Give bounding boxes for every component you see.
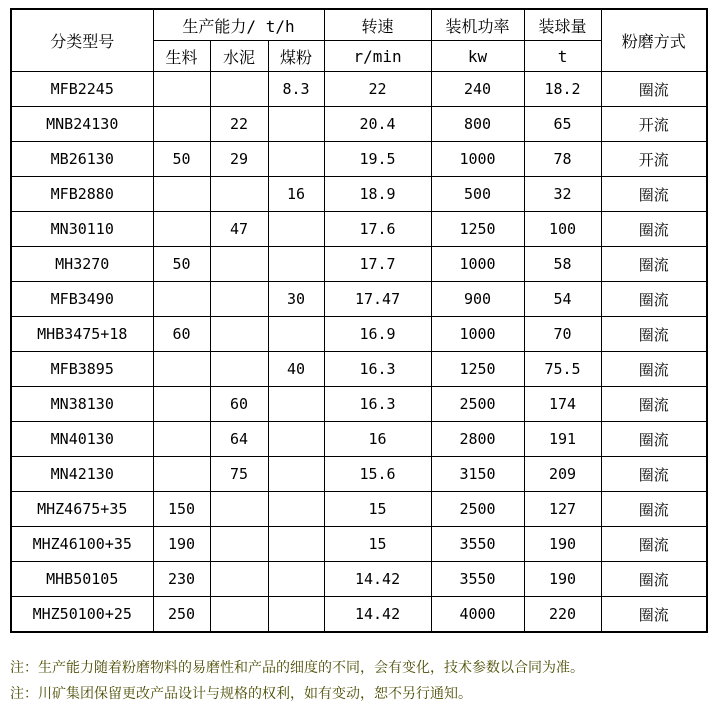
header-speed: 转速 [324,9,431,41]
cell-grinding-method: 圈流 [601,527,707,562]
cell-speed: 16.9 [324,317,431,352]
cell-grinding-method: 圈流 [601,387,707,422]
cell-model: MFB2880 [11,177,153,212]
cell-power: 2800 [431,422,524,457]
cell-coal-powder [268,597,324,633]
header-ball-load: 装球量 [524,9,601,41]
table-row [11,212,707,247]
header-coal-powder: 煤粉 [268,41,324,72]
cell-grinding-method: 圈流 [601,282,707,317]
header-power: 装机功率 [431,9,524,41]
cell-cement: 75 [210,457,268,492]
cell-speed: 17.6 [324,212,431,247]
cell-raw-material [153,352,210,387]
cell-cement [210,352,268,387]
cell-ball-load: 190 [524,527,601,562]
cell-coal-powder [268,422,324,457]
cell-ball-load: 32 [524,177,601,212]
cell-ball-load: 190 [524,562,601,597]
cell-power: 1250 [431,212,524,247]
table-row [11,247,707,282]
cell-raw-material [153,457,210,492]
cell-power: 1250 [431,352,524,387]
cell-ball-load: 78 [524,142,601,177]
cell-raw-material [153,387,210,422]
cell-speed: 14.42 [324,597,431,633]
cell-cement [210,317,268,352]
cell-cement: 64 [210,422,268,457]
cell-raw-material [153,72,210,107]
cell-grinding-method: 圈流 [601,212,707,247]
cell-model: MH3270 [11,247,153,282]
header-model: 分类型号 [11,9,153,72]
cell-speed: 17.47 [324,282,431,317]
cell-cement: 60 [210,387,268,422]
cell-coal-powder [268,457,324,492]
cell-power: 2500 [431,492,524,527]
cell-ball-load: 18.2 [524,72,601,107]
cell-speed: 17.7 [324,247,431,282]
cell-raw-material: 50 [153,142,210,177]
cell-cement: 47 [210,212,268,247]
cell-model: MN40130 [11,422,153,457]
header-raw-material: 生料 [153,41,210,72]
cell-ball-load: 100 [524,212,601,247]
cell-cement: 22 [210,107,268,142]
cell-ball-load: 127 [524,492,601,527]
cell-model: MFB3895 [11,352,153,387]
cell-coal-powder [268,317,324,352]
cell-power: 500 [431,177,524,212]
cell-raw-material: 150 [153,492,210,527]
cell-cement [210,177,268,212]
cell-model: MHZ50100+25 [11,597,153,633]
cell-raw-material: 230 [153,562,210,597]
cell-raw-material: 250 [153,597,210,633]
cell-speed: 15 [324,527,431,562]
cell-coal-powder: 16 [268,177,324,212]
table-row [11,562,707,597]
cell-coal-powder [268,142,324,177]
cell-speed: 16.3 [324,352,431,387]
cell-cement: 29 [210,142,268,177]
cell-cement [210,597,268,633]
header-ball-load-unit: t [524,41,601,72]
header-power-unit: kw [431,41,524,72]
table-row [11,387,707,422]
cell-grinding-method: 圈流 [601,492,707,527]
cell-model: MFB2245 [11,72,153,107]
cell-grinding-method: 圈流 [601,72,707,107]
cell-ball-load: 70 [524,317,601,352]
cell-model: MNB24130 [11,107,153,142]
cell-coal-powder: 8.3 [268,72,324,107]
cell-model: MB26130 [11,142,153,177]
cell-grinding-method: 圈流 [601,177,707,212]
cell-model: MN42130 [11,457,153,492]
table-row [11,177,707,212]
cell-speed: 18.9 [324,177,431,212]
cell-coal-powder: 30 [268,282,324,317]
cell-coal-powder [268,387,324,422]
cell-power: 3150 [431,457,524,492]
cell-speed: 15 [324,492,431,527]
cell-raw-material: 60 [153,317,210,352]
cell-power: 3550 [431,562,524,597]
cell-model: MHB50105 [11,562,153,597]
cell-raw-material [153,422,210,457]
cell-ball-load: 65 [524,107,601,142]
cell-ball-load: 209 [524,457,601,492]
cell-grinding-method: 圈流 [601,597,707,633]
cell-speed: 20.4 [324,107,431,142]
cell-cement [210,247,268,282]
cell-cement [210,72,268,107]
cell-coal-powder [268,212,324,247]
cell-power: 4000 [431,597,524,633]
cell-ball-load: 54 [524,282,601,317]
header-row-1 [11,9,707,41]
cell-power: 1000 [431,247,524,282]
table-row [11,492,707,527]
table-row [11,142,707,177]
table-row [11,422,707,457]
cell-raw-material [153,282,210,317]
table-row [11,352,707,387]
cell-raw-material: 190 [153,527,210,562]
cell-ball-load: 58 [524,247,601,282]
cell-coal-powder [268,492,324,527]
cell-speed: 19.5 [324,142,431,177]
header-grinding-method: 粉磨方式 [601,9,707,72]
footnotes [10,655,706,707]
cell-model: MHZ46100+35 [11,527,153,562]
cell-model: MN30110 [11,212,153,247]
cell-raw-material [153,107,210,142]
cell-power: 1000 [431,317,524,352]
table-row [11,527,707,562]
cell-speed: 15.6 [324,457,431,492]
cell-raw-material: 50 [153,247,210,282]
cell-cement [210,562,268,597]
cell-coal-powder [268,562,324,597]
cell-coal-powder [268,107,324,142]
cell-grinding-method: 圈流 [601,422,707,457]
table-row [11,282,707,317]
footnote-rights: 注：川矿集团保留更改产品设计与规格的权利，如有变动，恕不另行通知。 [10,686,472,702]
cell-coal-powder [268,527,324,562]
cell-cement [210,527,268,562]
cell-grinding-method: 圈流 [601,317,707,352]
cell-power: 3550 [431,527,524,562]
cell-speed: 22 [324,72,431,107]
table-row [11,107,707,142]
cell-model: MHZ4675+35 [11,492,153,527]
cell-power: 900 [431,282,524,317]
footnote-capacity: 注：生产能力随着粉磨物料的易磨性和产品的细度的不同，会有变化，技术参数以合同为准。 [10,660,584,676]
table-header [11,9,707,72]
cell-cement [210,282,268,317]
cell-power: 240 [431,72,524,107]
cell-cement [210,492,268,527]
cell-grinding-method: 圈流 [601,457,707,492]
table-row [11,72,707,107]
cell-model: MHB3475+18 [11,317,153,352]
cell-speed: 16 [324,422,431,457]
table-body [11,72,707,633]
table-row [11,597,707,633]
cell-model: MN38130 [11,387,153,422]
cell-grinding-method: 圈流 [601,247,707,282]
cell-grinding-method: 圈流 [601,352,707,387]
cell-ball-load: 75.5 [524,352,601,387]
cell-model: MFB3490 [11,282,153,317]
header-speed-unit: r/min [324,41,431,72]
cell-speed: 16.3 [324,387,431,422]
spec-table [10,8,708,633]
cell-grinding-method: 开流 [601,142,707,177]
cell-raw-material [153,177,210,212]
cell-power: 800 [431,107,524,142]
cell-raw-material [153,212,210,247]
header-cement: 水泥 [210,41,268,72]
cell-grinding-method: 开流 [601,107,707,142]
table-row [11,457,707,492]
cell-coal-powder: 40 [268,352,324,387]
cell-power: 1000 [431,142,524,177]
cell-ball-load: 191 [524,422,601,457]
cell-coal-powder [268,247,324,282]
header-capacity: 生产能力/ t/h [153,9,324,41]
cell-power: 2500 [431,387,524,422]
cell-ball-load: 174 [524,387,601,422]
cell-grinding-method: 圈流 [601,562,707,597]
cell-ball-load: 220 [524,597,601,633]
table-row [11,317,707,352]
cell-speed: 14.42 [324,562,431,597]
